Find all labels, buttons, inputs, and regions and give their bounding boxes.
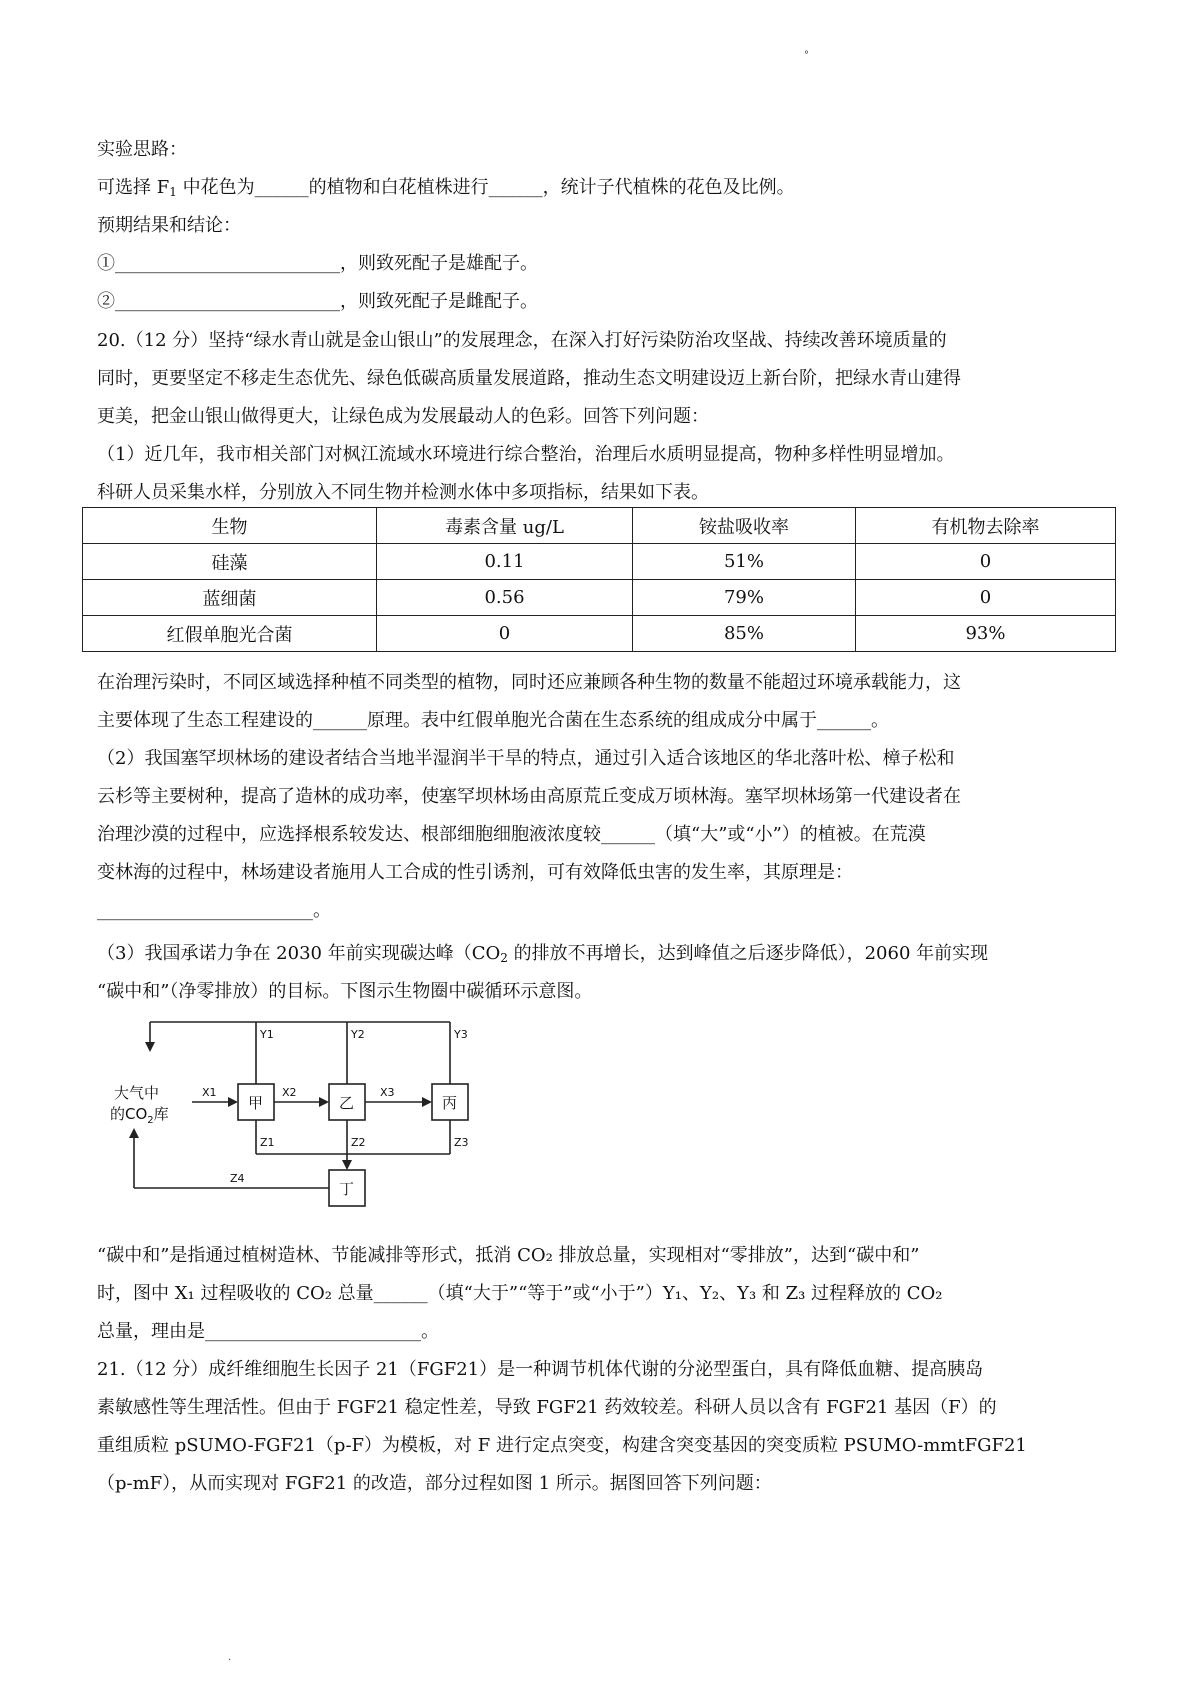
flow-label: Z2	[351, 1136, 366, 1149]
q20-part2-line: （2）我国塞罕坝林场的建设者结合当地半湿润半干旱的特点，通过引入适合该地区的华北落叶松、樟子松和	[97, 748, 955, 769]
q21-line: 21.（12 分）成纤维细胞生长因子 21（FGF21）是一种调节机体代谢的分泌型蛋白，具有降低血糖、提高胰岛	[97, 1359, 984, 1380]
q20-part1-line: 在治理污染时，不同区域选择种植不同类型的植物，同时还应兼顾各种生物的数量不能超过环境承载能力，这	[97, 672, 961, 693]
table-cell: 79%	[633, 580, 856, 616]
scan-dot: .	[228, 1652, 232, 1663]
table-cell: 85%	[633, 616, 856, 652]
atmosphere-label: 大气中	[114, 1084, 160, 1102]
flow-label: Y1	[260, 1028, 274, 1041]
table-row	[83, 580, 1116, 616]
table-cell: 0	[856, 544, 1116, 580]
expected-result-label: 预期结果和结论：	[97, 215, 241, 236]
flow-label: Z1	[260, 1136, 275, 1149]
subscript: 1	[169, 185, 177, 199]
table-header-row	[83, 508, 1116, 544]
arrowhead	[129, 1128, 139, 1138]
q20-part1-line: （1）近几年，我市相关部门对枫江流域水环境进行综合整治，治理后水质明显提高，物种多样性明显增加。	[97, 444, 955, 465]
table-cell: 0.11	[377, 544, 633, 580]
q20-intro-line: 同时，更要坚定不移走生态优先、绿色低碳高质量发展道路，推动生态文明建设迈上新台阶，把绿水青山建得	[97, 368, 961, 389]
table-header-cell: 毒素含量 ug/L	[377, 508, 633, 544]
table-cell: 0	[856, 580, 1116, 616]
arrowhead	[228, 1097, 238, 1107]
subscript: 2	[500, 951, 508, 965]
text-part: （3）我国承诺力争在 2030 年前实现碳达峰（CO	[97, 943, 501, 964]
table-cell: 硅藻	[83, 544, 377, 580]
node-a-label: 甲	[248, 1094, 264, 1112]
q20-part2-line: 云杉等主要树种，提高了造林的成功率，使塞罕坝林场由高原荒丘变成万顷林海。塞罕坝林场第一代建设者在	[97, 786, 961, 807]
result-1: ①_________________________，则致死配子是雄配子。	[97, 253, 538, 274]
table-header-cell: 有机物去除率	[856, 508, 1116, 544]
arrowhead	[342, 1160, 352, 1170]
text-part: 中花色为______的植物和白花植株进行______，统计子代植株的花色及比例。	[176, 177, 795, 198]
q21-line: （p-mF），从而实现对 FGF21 的改造，部分过程如图 1 所示。据图回答下列问题：	[97, 1473, 772, 1494]
flow-label: X3	[380, 1086, 395, 1099]
organism-data-table	[82, 507, 1116, 652]
node-b-label: 乙	[339, 1094, 355, 1112]
subscript: 2	[147, 1115, 154, 1126]
table-cell: 0.56	[377, 580, 633, 616]
table-header-cell: 铵盐吸收率	[633, 508, 856, 544]
q20-part2-line: 治理沙漠的过程中，应选择根系较发达、根部细胞细胞液浓度较______（填“大”或“小”）的植被。在荒漠	[97, 824, 926, 845]
result-2: ②_________________________，则致死配子是雌配子。	[97, 291, 538, 312]
q20-intro-line: 20.（12 分）坚持“绿水青山就是金山银山”的发展理念，在深入打好污染防治攻坚战、持续改善环境质量的	[97, 330, 947, 351]
experiment-idea-text	[97, 177, 1117, 199]
q20-part2-line: 变林海的过程中，林场建设者施用人工合成的性引诱剂，可有效降低虫害的发生率，其原理是：	[97, 862, 853, 883]
q21-line: 素敏感性等生理活性。但由于 FGF21 稳定性差，导致 FGF21 药效较差。科研人员以含有 FGF21 基因（F）的	[97, 1397, 997, 1418]
flow-label: X1	[202, 1086, 217, 1099]
q20-part1-line: 科研人员采集水样，分别放入不同生物并检测水体中多项指标，结果如下表。	[97, 482, 709, 503]
node-c-label: 丙	[442, 1094, 458, 1112]
carbon-cycle-diagram	[110, 1008, 480, 1218]
table-cell: 红假单胞光合菌	[83, 616, 377, 652]
q20-part2-line: ________________________。	[97, 900, 331, 921]
scan-dot: °	[804, 50, 809, 61]
text-part: 的排放不再增长，达到峰值之后逐步降低），2060 年前实现	[507, 943, 989, 964]
table-cell: 蓝细菌	[83, 580, 377, 616]
arrowhead	[319, 1097, 329, 1107]
q21-line: 重组质粒 pSUMO-FGF21（p-F）为模板，对 F 进行定点突变，构建含突变基因的突变质粒 PSUMO-mmtFGF21	[97, 1435, 1027, 1456]
q20-part3-line: “碳中和”是指通过植树造林、节能减排等形式，抵消 CO₂ 排放总量，实现相对“零排放”，达到“碳中和”	[97, 1245, 920, 1266]
atmosphere-label	[110, 1105, 169, 1126]
q20-part3-line	[97, 943, 1117, 965]
flow-label: Z3	[454, 1136, 469, 1149]
q20-intro-line: 更美，把金山银山做得更大，让绿色成为发展最动人的色彩。回答下列问题：	[97, 406, 709, 427]
flow-label: Y3	[454, 1028, 468, 1041]
q20-part3-line: 时，图中 X₁ 过程吸收的 CO₂ 总量______（填“大于”“等于”或“小于”）Y₁、Y₂、Y₃ 和 Z₃ 过程释放的 CO₂	[97, 1283, 943, 1304]
flow-label: X2	[282, 1086, 297, 1099]
flow-label: Z4	[230, 1172, 245, 1185]
text-part: 可选择 F	[97, 177, 170, 198]
text-part: 库	[153, 1105, 169, 1123]
q20-part3-line: “碳中和”（净零排放）的目标。下图示生物圈中碳循环示意图。	[97, 981, 593, 1002]
arrowhead	[422, 1097, 432, 1107]
table-cell: 0	[377, 616, 633, 652]
table-row	[83, 544, 1116, 580]
arrowhead	[145, 1042, 155, 1052]
experiment-idea-label: 实验思路：	[97, 139, 187, 160]
flow-label: Y2	[351, 1028, 365, 1041]
table-cell: 51%	[633, 544, 856, 580]
table-row	[83, 616, 1116, 652]
q20-part1-line: 主要体现了生态工程建设的______原理。表中红假单胞光合菌在生态系统的组成成分中属于______。	[97, 710, 889, 731]
node-d-label: 丁	[339, 1180, 355, 1198]
table-header-cell: 生物	[83, 508, 377, 544]
text-part: 的CO	[110, 1105, 148, 1123]
q20-part3-line: 总量，理由是________________________。	[97, 1321, 439, 1342]
table-cell: 93%	[856, 616, 1116, 652]
